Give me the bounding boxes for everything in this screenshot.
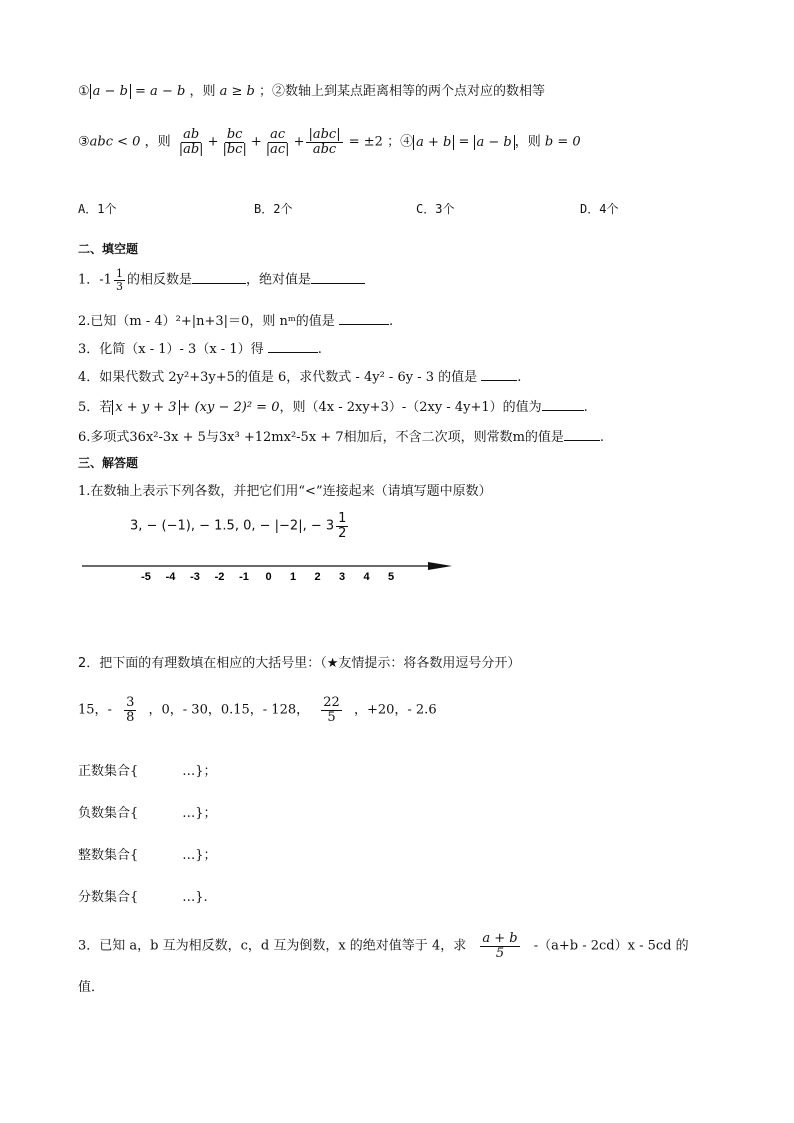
abs-a-plus-b: a + b xyxy=(413,135,454,150)
q2-nums-b: ，0，- 30，0.15，- 128， xyxy=(148,702,310,718)
fraction-ac: $\frac{ac}{|ac|}$ xyxy=(265,127,290,157)
q5-abs: x + y + 3 xyxy=(112,400,179,415)
set-input[interactable] xyxy=(138,847,182,859)
tick-label: 3 xyxy=(338,571,346,583)
q1-mid2: ，绝对值是 xyxy=(245,272,311,288)
q2-text: 2.已知（m - 4）²+|n+3|＝0，则 nᵐ的值是 xyxy=(78,314,335,329)
tick-label: 2 xyxy=(314,571,321,583)
set-end: …}； xyxy=(182,848,217,863)
q2-fraction-3-8: $\frac{3}{8}$ xyxy=(126,695,135,725)
fraction-abc: $\frac{\text{|abc|}}{\text{abc}}$ xyxy=(308,127,341,157)
marker-2: ② xyxy=(271,84,285,99)
fill-q2 xyxy=(78,310,393,329)
separator: ； xyxy=(387,134,401,150)
set-input[interactable] xyxy=(138,889,182,901)
tick-label: -3 xyxy=(190,571,200,583)
set-positive xyxy=(78,760,217,779)
q3-text-b: -（a+b - 2cd）x - 5cd 的 xyxy=(533,938,689,954)
fill-q5 xyxy=(78,396,588,415)
q1-number-list xyxy=(130,512,350,540)
q6-text: 6.多项式36x²-3x + 5与3x³ +12mx²-5x + 7相加后，不含二次项，则常数m的值是 xyxy=(78,430,564,445)
tick-label: 4 xyxy=(363,571,370,583)
answer-q1: 1.在数轴上表示下列各数，并把它们用“<”连接起来（请填写题中原数） xyxy=(78,484,492,499)
number-line-arrow xyxy=(428,562,452,570)
abs-a-minus-b-2: a − b xyxy=(474,135,515,150)
set-end: …}. xyxy=(182,890,208,905)
q3-end: . xyxy=(317,342,322,357)
q6-end: . xyxy=(599,430,605,445)
answer-q2: 2．把下面的有理数填在相应的大括号里：（★友情提示：将各数用逗号分开） xyxy=(78,656,521,671)
q5-mid: + (xy − 2)² = 0 xyxy=(179,400,280,415)
set-input[interactable] xyxy=(138,805,182,817)
choice-d: D．4个 xyxy=(580,202,619,216)
q2-fraction-22-5: $\frac{22}{5}$ xyxy=(323,695,340,725)
choice-c: C．3个 xyxy=(416,202,455,216)
q1-mid: 的相反数是 xyxy=(126,272,192,288)
q3-fraction: $\frac{a + b}{5}$ xyxy=(482,931,518,961)
fraction-bc: $\frac{bc}{|bc|}$ xyxy=(222,127,247,157)
fill-q6 xyxy=(78,426,604,445)
section-3-title: 三、解答题 xyxy=(78,456,139,470)
fill-q1 xyxy=(78,268,365,292)
tick-label: 5 xyxy=(387,571,395,583)
set-end: …}； xyxy=(182,806,217,821)
q2-nums-c: ，+20，- 2.6 xyxy=(353,702,437,718)
rhs-pm2: = ±2 xyxy=(348,134,383,150)
then-text-2: ，则 xyxy=(514,134,541,150)
numbers-text: 3, − (−1), − 1.5, 0, − |−2|, − 3 xyxy=(130,518,335,534)
marker-3: ③ xyxy=(78,134,90,150)
q1-prefix: 1．-1 xyxy=(78,272,112,288)
q3-text-a: 3．已知 a，b 互为相反数，c，d 互为倒数，x 的绝对值等于 4，求 xyxy=(78,938,467,954)
choice-b: B．2个 xyxy=(254,202,293,216)
marker-4: ④ xyxy=(400,134,414,150)
set-label: 正数集合{ xyxy=(78,764,139,779)
section-2-title: 二、填空题 xyxy=(78,242,139,256)
answer-blank[interactable] xyxy=(542,398,584,411)
abs-a-minus-b: a − b xyxy=(90,84,131,99)
q5-end: . xyxy=(583,400,588,415)
statement-1-2 xyxy=(78,80,545,99)
q2-numbers xyxy=(78,696,437,724)
then-text: ，则 xyxy=(144,134,171,150)
tick-label: 0 xyxy=(265,571,272,583)
answer-q3 xyxy=(78,932,689,960)
tick-label: -2 xyxy=(214,571,225,583)
numbers-fraction: $\frac{1}{2}$ xyxy=(338,511,347,541)
q5-prefix: 5．若 xyxy=(78,400,113,415)
conclusion-b: b = 0 xyxy=(544,134,581,150)
statement-2-text: 数轴上到某点距离相等的两个点对应的数相等 xyxy=(285,84,546,99)
rhs: = a − b xyxy=(135,84,186,99)
answer-blank[interactable] xyxy=(192,271,246,284)
condition: abc < 0 xyxy=(89,134,141,150)
set-fraction xyxy=(78,886,208,905)
set-negative xyxy=(78,802,217,821)
fill-q4 xyxy=(78,366,521,385)
answer-blank[interactable] xyxy=(311,271,365,284)
q2-end: . xyxy=(388,314,394,329)
then-text: ，则 xyxy=(189,84,216,99)
q3-continuation: 值． xyxy=(78,980,105,995)
tick-label: -1 xyxy=(239,571,249,583)
answer-blank[interactable] xyxy=(564,428,600,441)
set-end: …}； xyxy=(182,764,217,779)
q3-text: 3．化简（x - 1）- 3（x - 1）得 xyxy=(78,342,264,357)
tick-label: -4 xyxy=(165,571,176,583)
q5-rest: ，则（4x - 2xy+3）-（2xy - 4y+1）的值为 xyxy=(279,400,542,415)
answer-blank[interactable] xyxy=(268,340,318,353)
answer-blank[interactable] xyxy=(339,312,389,325)
set-integer xyxy=(78,844,217,863)
tick-group xyxy=(141,571,394,583)
q1-fraction: $\frac{1}{3}$ xyxy=(115,267,123,293)
set-input[interactable] xyxy=(138,763,182,775)
number-line xyxy=(0,550,794,620)
set-label: 分数集合{ xyxy=(78,890,139,905)
marker-1: ① xyxy=(78,84,90,99)
tick-label: 1 xyxy=(289,571,297,583)
q4-text: 4．如果代数式 2y²+3y+5的值是 6，求代数式 - 4y² - 6y - 3 的值是 xyxy=(78,370,478,385)
tick-label: -5 xyxy=(141,571,151,583)
statement-3-4: ③abc < 0 ，则 $\frac{ab}{|ab|}$ + $\frac{bc}{|bc|}$ + $\frac{ac}{|ac|}$ + $\frac{\text{|abc|}}{\text{abc}}$ = ±2 ；④ a + b = a − b ，则 b = 0 xyxy=(78,127,581,157)
set-label: 负数集合{ xyxy=(78,806,139,821)
set-label: 整数集合{ xyxy=(78,848,139,863)
fraction-ab: $\frac{ab}{|ab|}$ xyxy=(178,127,204,157)
answer-blank[interactable] xyxy=(481,368,517,381)
fill-q3 xyxy=(78,338,322,357)
choice-a: A．1个 xyxy=(78,202,117,216)
conclusion: a ≥ b xyxy=(219,84,255,99)
separator: ； xyxy=(258,84,272,99)
q2-nums-a: 15，- xyxy=(78,702,112,718)
q4-end: . xyxy=(517,370,522,385)
